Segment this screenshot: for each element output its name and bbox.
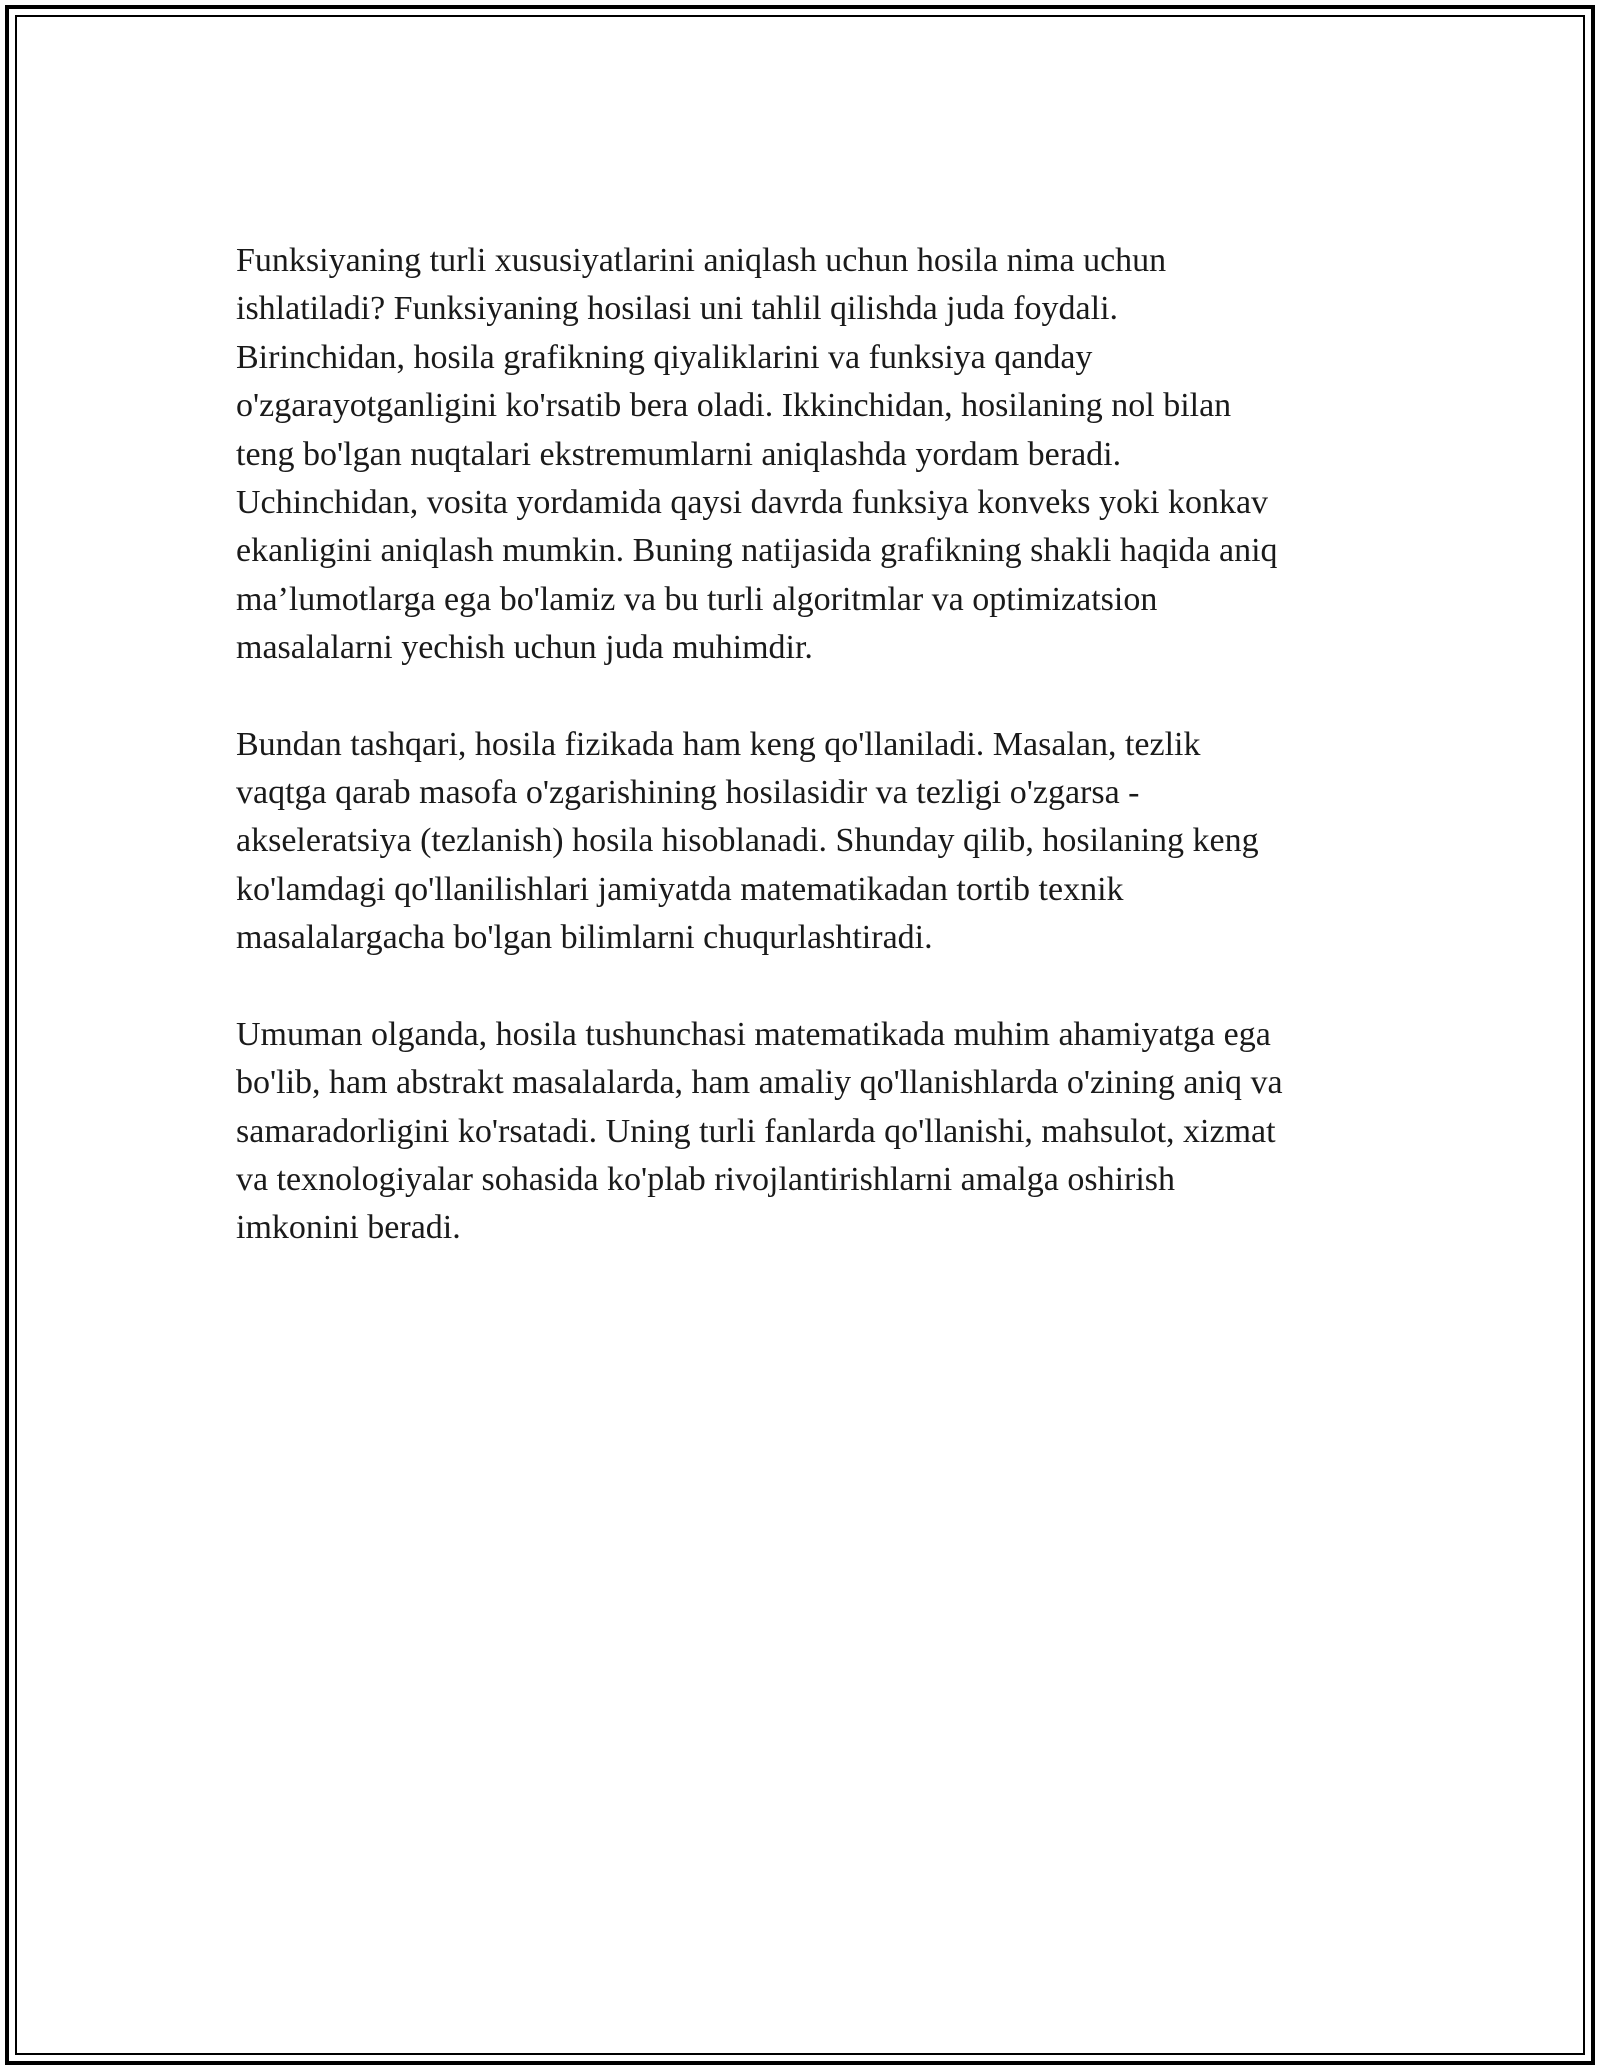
paragraph-2: Bundan tashqari, hosila fizikada ham keng qo'llaniladi. Masalan, tezlik vaqtga qarab masofa o'zgarishining hosilasidir va tezligi o'zgarsa - akseleratsiya (tezlanish) hosila hisoblanadi. Shunday qilib, hosilaning keng ko'lamdagi qo'llanilishlari jamiyatda matematikadan tortib texnik masalalargacha bo'lgan bilimlarni chuqurlashtiradi. [236, 725, 1259, 957]
document-body [236, 237, 1376, 1301]
paragraph-1: Funksiyaning turli xususiyatlarini aniqlash uchun hosila nima uchun ishlatiladi? Funksiyaning hosilasi uni tahlil qilishda juda foydali. Birinchidan, hosila grafikning qiyaliklarini va funksiya qanday o'zgarayotganligini ko'rsatib bera oladi. Ikkinchidan, hosilaning nol bilan teng bo'lgan nuqtalari ekstremumlarni aniqlashda yordam beradi. Uchinchidan, vosita yordamida qaysi davrda funksiya konveks yoki konkav ekanligini aniqlash mumkin. Buning natijasida grafikning shakli haqida aniq ma’lumotlarga ega bo'lamiz va bu turli algoritmlar va optimizatsion masalalarni yechish uchun juda muhimdir. [236, 242, 1278, 667]
paragraph-3: Umuman olganda, hosila tushunchasi matematikada muhim ahamiyatga ega bo'lib, ham abstrakt masalalarda, ham amaliy qo'llanishlarda o'zining aniq va samaradorligini ko'rsatadi. Uning turli fanlarda qo'llanishi, mahsulot, xizmat va texnologiyalar sohasida ko'plab rivojlantirishlarni amalga oshirish imkonini beradi. [236, 1015, 1283, 1247]
